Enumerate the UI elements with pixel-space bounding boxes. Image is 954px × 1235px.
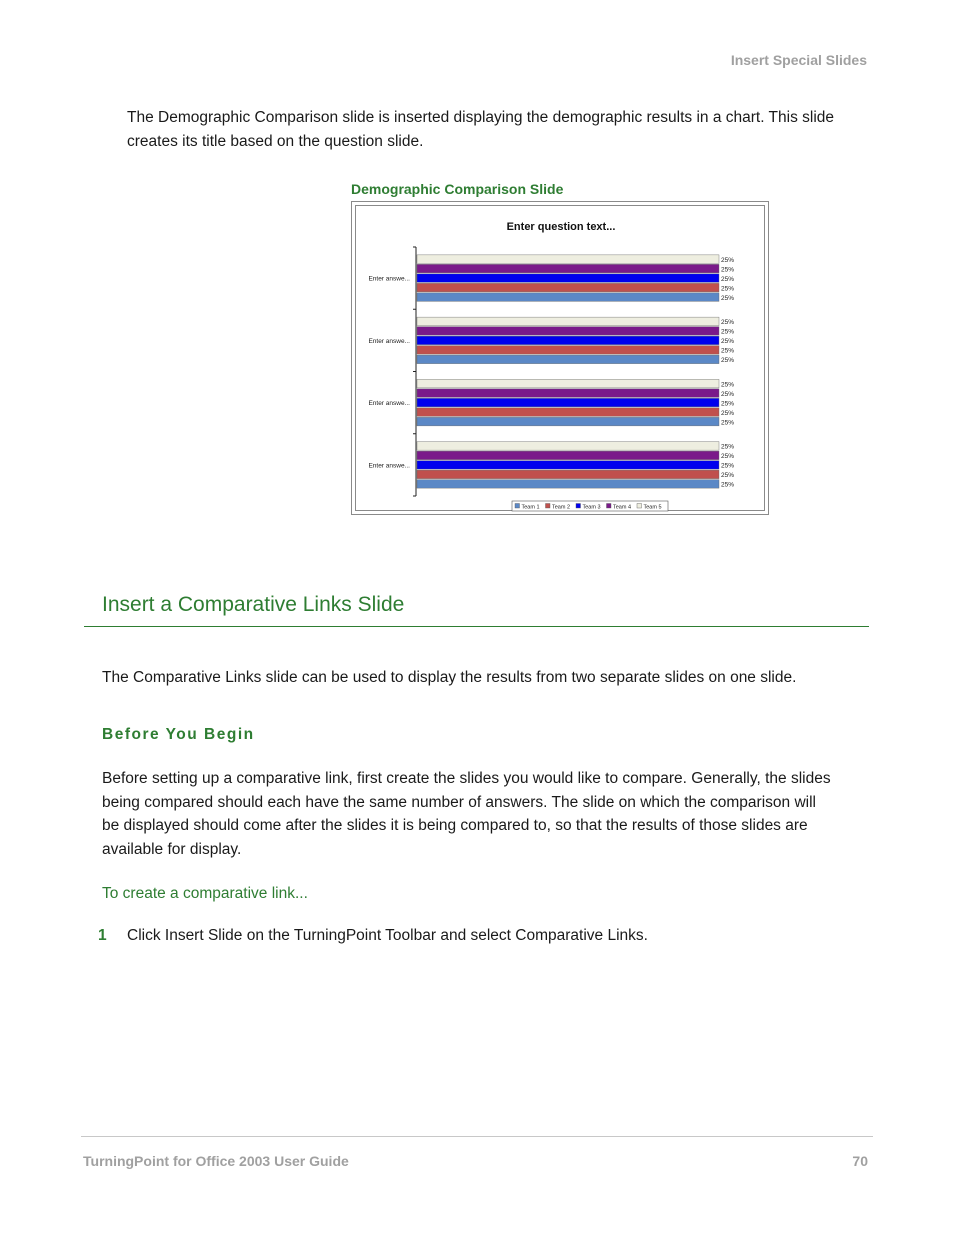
legend-label: Team 4	[613, 504, 632, 511]
legend-swatch	[546, 504, 551, 509]
section-paragraph: The Comparative Links slide can be used to display the results from two separate slides on one slide.	[102, 669, 797, 686]
demographic-bar-chart	[356, 206, 766, 512]
before-line: Before setting up a comparative link, first create the slides you would like to compare. Generally, the slides	[102, 770, 831, 787]
bar	[417, 355, 719, 364]
legend-swatch	[576, 504, 581, 509]
running-header: Insert Special Slides	[730, 52, 867, 68]
bar	[417, 470, 719, 479]
data-label: 25%	[721, 266, 735, 274]
data-label: 25%	[721, 453, 735, 461]
bar	[417, 336, 719, 345]
page-number: 70	[852, 1153, 868, 1169]
chart-figure	[351, 201, 769, 515]
data-label: 25%	[721, 390, 735, 398]
legend-swatch	[637, 504, 642, 509]
intro-line: creates its title based on the question slide.	[127, 132, 424, 150]
section-divider	[84, 626, 869, 627]
footer-title: TurningPoint for Office 2003 User Guide	[83, 1153, 349, 1169]
category-label: Enter answe...	[368, 337, 410, 345]
chart-legend	[512, 501, 668, 511]
data-label: 25%	[721, 409, 735, 417]
legend-swatch	[515, 504, 520, 509]
data-label: 25%	[721, 419, 735, 427]
chart-border	[355, 205, 765, 511]
legend-swatch	[607, 504, 612, 509]
footer-divider	[81, 1136, 873, 1137]
before-line: being compared should each have the same number of answers. The slide on which the comparison will	[102, 793, 816, 811]
data-label: 25%	[721, 256, 735, 264]
data-label: 25%	[721, 481, 735, 489]
bar	[417, 451, 719, 460]
data-label: 25%	[721, 285, 735, 293]
section-title: Insert a Comparative Links Slide	[102, 593, 405, 616]
figure-caption: Demographic Comparison Slide	[351, 181, 564, 197]
data-label: 25%	[721, 443, 735, 451]
step-number: 1	[98, 927, 107, 944]
data-label: 25%	[721, 462, 735, 470]
legend-label: Team 5	[643, 504, 662, 511]
before-line: available for display.	[102, 840, 242, 858]
chart-axes	[368, 247, 416, 496]
chart-bars	[417, 255, 734, 489]
data-label: 25%	[721, 381, 735, 389]
data-label: 25%	[721, 400, 735, 408]
bar	[417, 389, 719, 398]
data-label: 25%	[721, 357, 735, 365]
category-label: Enter answe...	[368, 462, 410, 470]
before-paragraph	[102, 767, 831, 861]
bar	[417, 442, 719, 451]
intro-paragraph	[127, 106, 834, 153]
bar	[417, 317, 719, 326]
bar	[417, 274, 719, 283]
legend-label: Team 2	[552, 504, 571, 511]
bar	[417, 327, 719, 336]
legend-label: Team 3	[582, 504, 601, 511]
chart-title: Enter question text...	[506, 221, 616, 233]
intro-line: The Demographic Comparison slide is inserted displaying the demographic results in a chart. This slide	[127, 109, 835, 126]
before-line: be displayed should come after the slides it is being compared to, so that the results of those slides are	[102, 817, 808, 834]
step-text: Click Insert Slide on the TurningPoint Toolbar and select Comparative Links.	[127, 927, 648, 944]
data-label: 25%	[721, 328, 735, 336]
bar	[417, 293, 719, 302]
bar	[417, 264, 719, 273]
bar	[417, 379, 719, 388]
bar	[417, 255, 719, 264]
category-label: Enter answe...	[368, 275, 410, 283]
data-label: 25%	[721, 319, 735, 327]
data-label: 25%	[721, 338, 735, 346]
bar	[417, 461, 719, 470]
bar	[417, 408, 719, 417]
bar	[417, 480, 719, 489]
procedure-heading: To create a comparative link...	[102, 885, 308, 902]
data-label: 25%	[721, 294, 735, 302]
bar	[417, 417, 719, 426]
data-label: 25%	[721, 472, 735, 480]
bar	[417, 346, 719, 355]
data-label: 25%	[721, 347, 735, 355]
bar	[417, 398, 719, 407]
data-label: 25%	[721, 275, 735, 283]
bar	[417, 283, 719, 292]
category-label: Enter answe...	[368, 400, 410, 408]
subheading-before-you-begin: Before You Begin	[102, 726, 255, 743]
legend-label: Team 1	[521, 504, 540, 511]
